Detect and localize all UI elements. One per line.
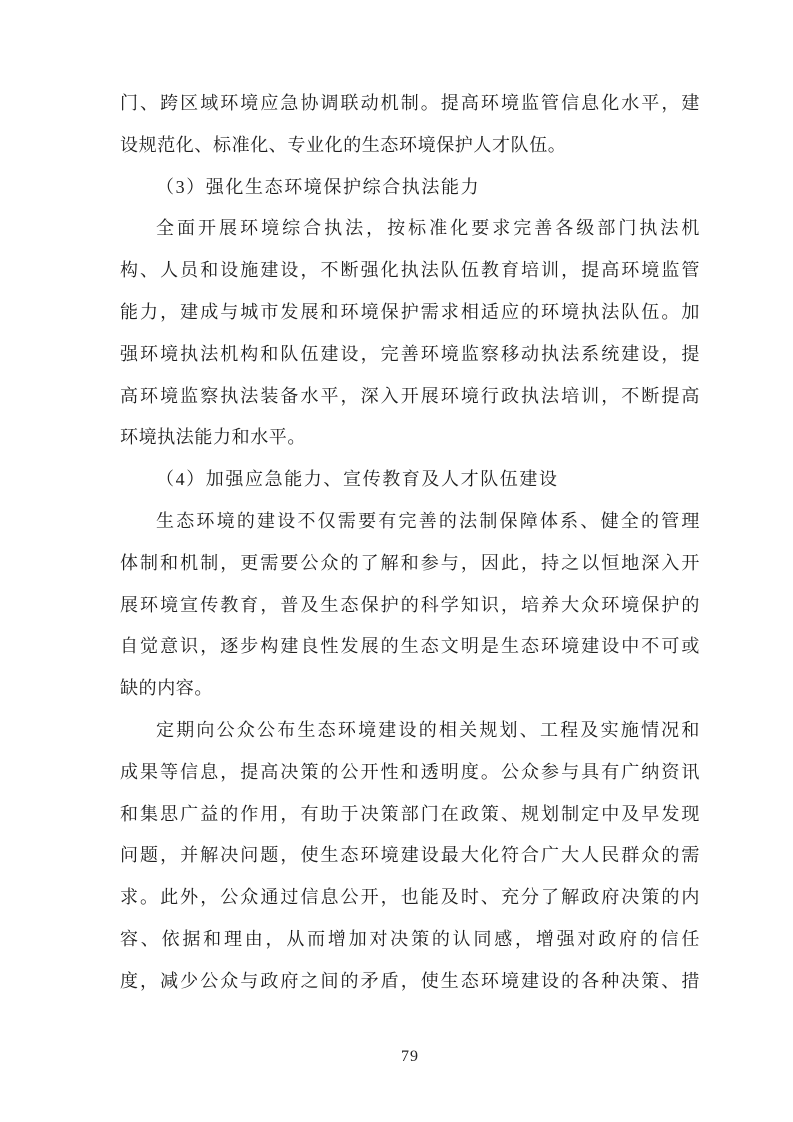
text-line: 强环境执法机构和队伍建设，完善环境监察移动执法系统建设，提 xyxy=(120,343,700,364)
text-line: 构、人员和设施建设，不断强化执法队伍教育培训，提高环境监管 xyxy=(120,260,700,281)
text-line: 容、依据和理由，从而增加对决策的认同感，增强对政府的信任 xyxy=(120,928,700,949)
text-line: 高环境监察执法装备水平，深入开展环境行政执法培训，不断提高 xyxy=(120,385,700,406)
text-line: 环境执法能力和水平。 xyxy=(120,427,306,448)
text-line: 设规范化、标准化、专业化的生态环境保护人才队伍。 xyxy=(120,134,567,155)
text-line: 全面开展环境综合执法，按标准化要求完善各级部门执法机 xyxy=(156,218,700,239)
section-heading: （3）强化生态环境保护综合执法能力 xyxy=(156,176,481,197)
text-line: 问题，并解决问题，使生态环境建设最大化符合广大人民群众的需 xyxy=(120,845,700,866)
text-line: 和集思广益的作用，有助于决策部门在政策、规划制定中及早发现 xyxy=(120,803,700,824)
text-block xyxy=(120,83,700,1003)
section-heading: （4）加强应急能力、宣传教育及人才队伍建设 xyxy=(156,469,559,490)
text-line: 度，减少公众与政府之间的矛盾，使生态环境建设的各种决策、措 xyxy=(120,970,700,991)
text-line: 缺的内容。 xyxy=(120,678,213,699)
text-line: 成果等信息，提高决策的公开性和透明度。公众参与具有广纳资讯 xyxy=(120,761,700,782)
text-line: 生态环境的建设不仅需要有完善的法制保障体系、健全的管理 xyxy=(156,510,700,531)
text-line: 自觉意识，逐步构建良性发展的生态文明是生态环境建设中不可或 xyxy=(120,636,700,657)
text-line: 定期向公众公布生态环境建设的相关规划、工程及实施情况和 xyxy=(156,719,700,740)
text-line: 门、跨区域环境应急协调联动机制。提高环境监管信息化水平，建 xyxy=(120,93,700,113)
text-line: 能力，建成与城市发展和环境保护需求相适应的环境执法队伍。加 xyxy=(120,301,700,322)
page-number: 79 xyxy=(401,1048,419,1065)
text-line: 展环境宣传教育，普及生态保护的科学知识，培养大众环境保护的 xyxy=(120,594,700,615)
text-line: 求。此外，公众通过信息公开，也能及时、充分了解政府决策的内 xyxy=(120,887,700,908)
text-line: 体制和机制，更需要公众的了解和参与，因此，持之以恒地深入开 xyxy=(120,552,700,573)
